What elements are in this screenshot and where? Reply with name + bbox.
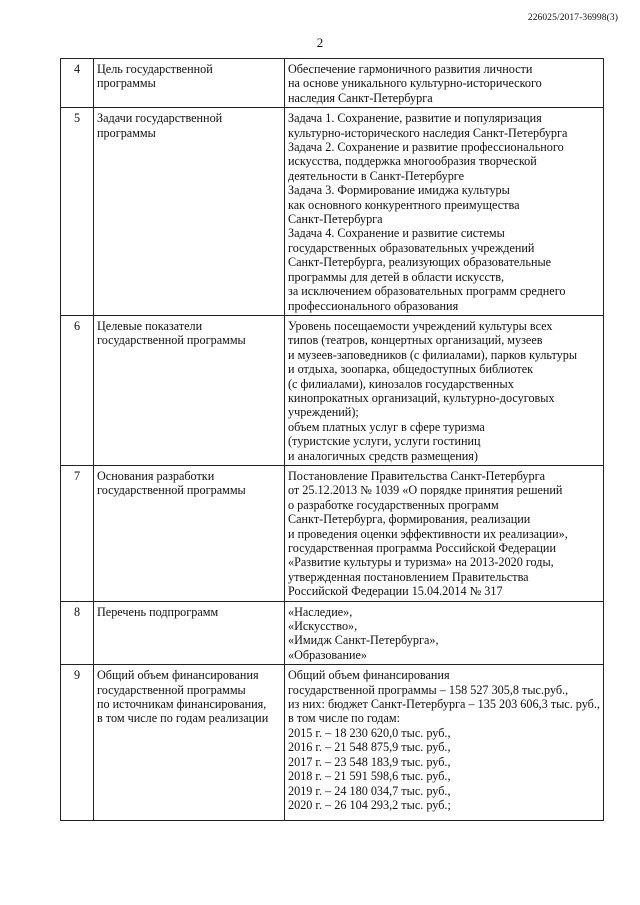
value-line: (туристские услуги, услуги гостиниц <box>288 434 481 449</box>
row-number: 6 <box>61 315 94 465</box>
value-line: типов (театров, концертных организаций, музеев <box>288 333 543 348</box>
label-line: Перечень подпрограмм <box>97 604 219 619</box>
row-label <box>94 315 285 465</box>
row-value <box>285 665 604 821</box>
value-line: 2016 г. – 21 548 875,9 тыс. руб., <box>288 740 451 755</box>
value-line: Общий объем финансирования <box>288 668 450 683</box>
value-line: Задача 4. Сохранение и развитие системы <box>288 226 505 241</box>
label-line: Основания разработки <box>97 468 215 483</box>
row-number: 8 <box>61 601 94 665</box>
value-line: учреждений); <box>288 405 359 420</box>
row-label <box>94 601 285 665</box>
label-line: по источникам финансирования, <box>97 697 267 712</box>
value-line: как основного конкурентного преимущества <box>288 197 520 212</box>
label-line: государственной программы <box>97 333 246 348</box>
value-line: Уровень посещаемости учреждений культуры всех <box>288 318 553 333</box>
row-label <box>94 108 285 316</box>
value-line: Российской Федерации 15.04.2014 № 317 <box>288 584 503 599</box>
label-line: программы <box>97 76 156 91</box>
label-line: Целевые показатели <box>97 318 203 333</box>
value-line: кинопрокатных организаций, культурно-досуговых <box>288 390 555 405</box>
label-line: государственной программы <box>97 483 246 498</box>
value-line: искусства, поддержка многообразия творческой <box>288 154 537 169</box>
row-label <box>94 665 285 821</box>
label-line: в том числе по годам реализации <box>97 711 269 726</box>
table-row-6 <box>61 315 604 465</box>
value-line: объем платных услуг в сфере туризма <box>288 419 485 434</box>
value-line: деятельности в Санкт-Петербурге <box>288 168 465 183</box>
row-number: 4 <box>61 59 94 108</box>
value-line: государственных образовательных учреждений <box>288 240 535 255</box>
value-line: Санкт-Петербурга, формирования, реализации <box>288 512 531 527</box>
label-line: Цель государственной <box>97 62 213 76</box>
label-line: Общий объем финансирования <box>97 668 259 683</box>
value-line: государственная программа Российской Федерации <box>288 541 556 555</box>
value-line: Задача 2. Сохранение и развитие профессионального <box>288 140 564 155</box>
row-number: 9 <box>61 665 94 821</box>
row-label <box>94 465 285 601</box>
table-row-8 <box>61 601 604 665</box>
table-row-5 <box>61 108 604 316</box>
table-row-7 <box>61 465 604 601</box>
value-line: 2015 г. – 18 230 620,0 тыс. руб., <box>288 725 451 740</box>
value-line: профессионального образования <box>288 298 459 313</box>
value-line: (с филиалами), кинозалов государственных <box>288 376 514 391</box>
value-line: 2020 г. – 26 104 293,2 тыс. руб.; <box>288 797 451 812</box>
document-registration-number: 226025/2017-36998(3) <box>527 13 618 23</box>
value-line: на основе уникального культурно-исторического <box>288 76 542 91</box>
value-line: о разработке государственных программ <box>288 497 499 512</box>
row-value <box>285 315 604 465</box>
row-value <box>285 59 604 108</box>
value-line: государственной программы – 158 527 305,8 тыс.руб., <box>288 682 569 697</box>
value-line: культурно-исторического наследия Санкт-Петербурга <box>288 125 568 140</box>
value-line: наследия Санкт-Петербурга <box>288 90 433 105</box>
value-line: Обеспечение гармоничного развития личности <box>288 62 533 76</box>
table-row-9 <box>61 665 604 821</box>
row-value <box>285 108 604 316</box>
value-line: Санкт-Петербурга <box>288 212 383 227</box>
value-line: и аналогичных средств размещения) <box>288 448 478 463</box>
label-line: Задачи государственной <box>97 111 223 126</box>
label-line: государственной программы <box>97 682 246 697</box>
value-line: и проведения оценки эффективности их реализации», <box>288 526 568 541</box>
value-line: от 25.12.2013 № 1039 «О порядке принятия решений <box>288 483 563 498</box>
row-value <box>285 465 604 601</box>
row-number: 5 <box>61 108 94 316</box>
page-number: 2 <box>316 35 324 50</box>
table-row-4 <box>61 59 604 108</box>
value-line: в том числе по годам: <box>288 711 400 726</box>
row-number: 7 <box>61 465 94 601</box>
value-line: и отдыха, зоопарка, общедоступных библиотек <box>288 362 534 377</box>
label-line: программы <box>97 125 156 140</box>
value-line: Санкт-Петербурга, реализующих образовательные <box>288 255 552 270</box>
value-line: 2018 г. – 21 591 598,6 тыс. руб., <box>288 769 451 784</box>
value-line: программы для детей в области искусств, <box>288 269 505 284</box>
value-line: «Развитие культуры и туризма» на 2013-2020 годы, <box>288 555 554 570</box>
program-passport-table <box>60 58 604 821</box>
value-line: утвержденная постановлением Правительства <box>288 569 529 584</box>
value-line: «Наследие», <box>288 604 353 619</box>
value-line: 2017 г. – 23 548 183,9 тыс. руб., <box>288 754 451 769</box>
value-line: и музеев-заповедников (с филиалами), парков культуры <box>288 347 578 362</box>
value-line: Постановление Правительства Санкт-Петербурга <box>288 468 546 483</box>
value-line: «Имидж Санкт-Петербурга», <box>288 633 439 648</box>
value-line: из них: бюджет Санкт-Петербурга – 135 203 606,3 тыс. руб., <box>288 697 600 712</box>
value-line: Задача 1. Сохранение, развитие и популяризация <box>288 111 542 126</box>
value-line: «Искусство», <box>288 619 358 634</box>
value-line: за исключением образовательных программ среднего <box>288 284 566 299</box>
value-line: «Образование» <box>288 647 367 662</box>
row-value <box>285 601 604 665</box>
value-line: Задача 3. Формирование имиджа культуры <box>288 183 510 198</box>
row-label <box>94 59 285 108</box>
value-line: 2019 г. – 24 180 034,7 тыс. руб., <box>288 783 451 798</box>
